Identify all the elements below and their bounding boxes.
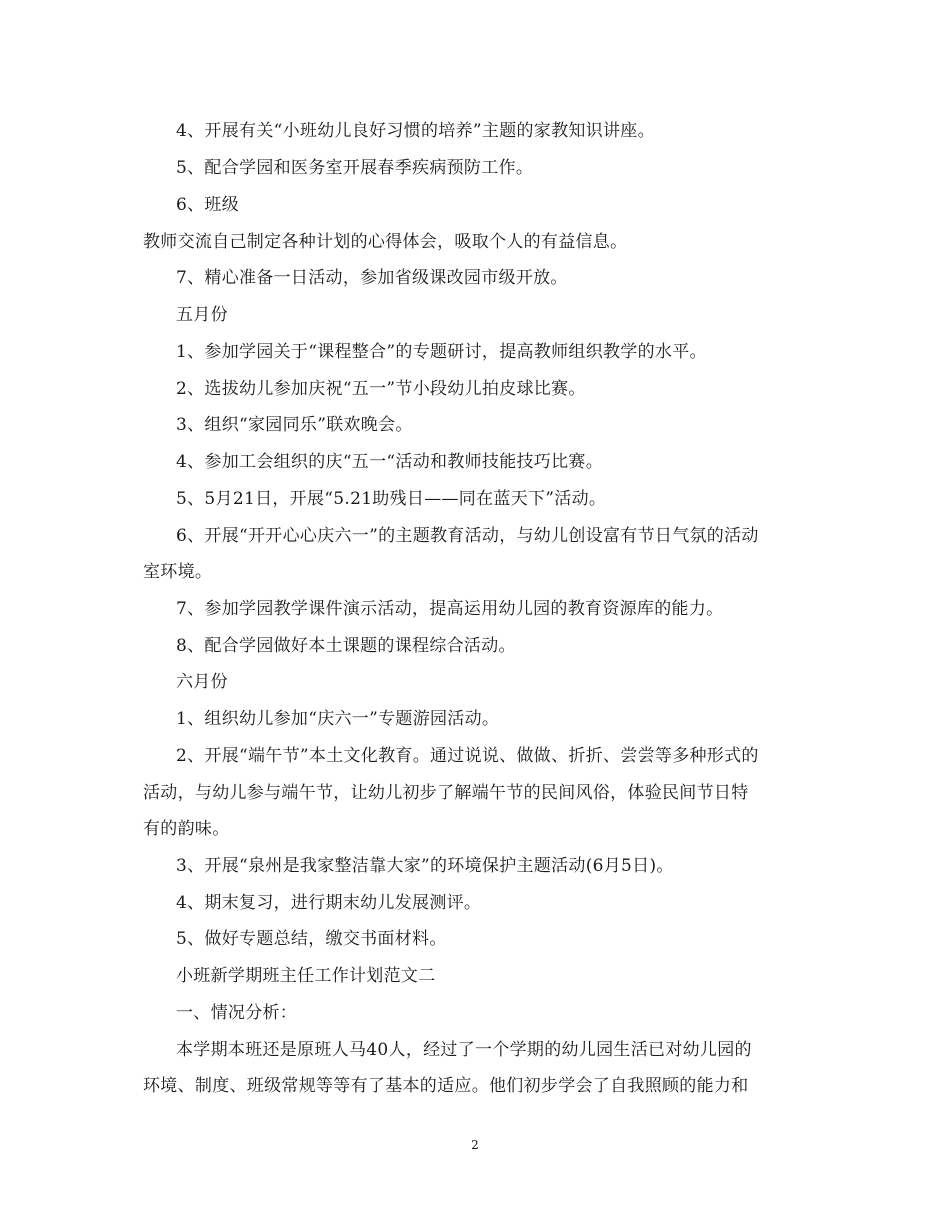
text-line: 3、开展“泉州是我家整洁靠大家”的环境保护主题活动(6月5日)。 [176,856,674,876]
text-line: 5、5月21日，开展“5.21助残日——同在蓝天下”活动。 [176,489,607,509]
text-line: 有的韵味。 [143,819,230,839]
text-line: 环境、制度、班级常规等等有了基本的适应。他们初步学会了自我照顾的能力和 [143,1076,749,1096]
text-line: 3、组织“家园同乐”联欢晚会。 [176,415,413,435]
section-heading: 小班新学期班主任工作计划范文二 [176,966,436,986]
text-line: 4、参加工会组织的庆“五一“活动和教师技能技巧比赛。 [176,452,603,472]
text-line: 2、选拔幼儿参加庆祝“五一”节小段幼儿拍皮球比赛。 [176,379,586,399]
text-line: 7、精心准备一日活动，参加省级课改园市级开放。 [176,268,568,288]
text-line: 6、开展“开开心心庆六一”的主题教育活动，与幼儿创设富有节日气氛的活动 [176,526,759,546]
text-line: 本学期本班还是原班人马40人，经过了一个学期的幼儿园生活已对幼儿园的 [176,1040,752,1060]
text-line: 6、班级 [176,195,240,215]
section-heading: 五月份 [176,305,228,325]
text-line: 5、做好专题总结，缴交书面材料。 [176,929,447,949]
page-number: 2 [471,1138,479,1152]
text-line: 8、配合学园做好本土课题的课程综合活动。 [176,636,516,656]
text-line: 1、组织幼儿参加“庆六一”专题游园活动。 [176,709,500,729]
text-line: 5、配合学园和医务室开展春季疾病预防工作。 [176,158,534,178]
text-line: 4、开展有关“小班幼儿良好习惯的培养”主题的家教知识讲座。 [176,121,655,141]
text-line: 1、参加学园关于“课程整合”的专题研讨，提高教师组织教学的水平。 [176,342,707,362]
text-line: 教师交流自己制定各种计划的心得体会，吸取个人的有益信息。 [143,232,628,252]
section-heading: 六月份 [176,672,228,692]
text-line: 室环境。 [143,562,213,582]
text-line: 活动，与幼儿参与端午节，让幼儿初步了解端午节的民间风俗，体验民间节日特 [143,783,749,803]
text-line: 7、参加学园教学课件演示活动，提高运用幼儿园的教育资源库的能力。 [176,599,724,619]
text-line: 2、开展“端午节”本土文化教育。通过说说、做做、折折、尝尝等多种形式的 [176,746,759,766]
section-heading: 一、情况分析： [176,1003,298,1023]
text-line: 4、期末复习，进行期末幼儿发展测评。 [176,893,482,913]
